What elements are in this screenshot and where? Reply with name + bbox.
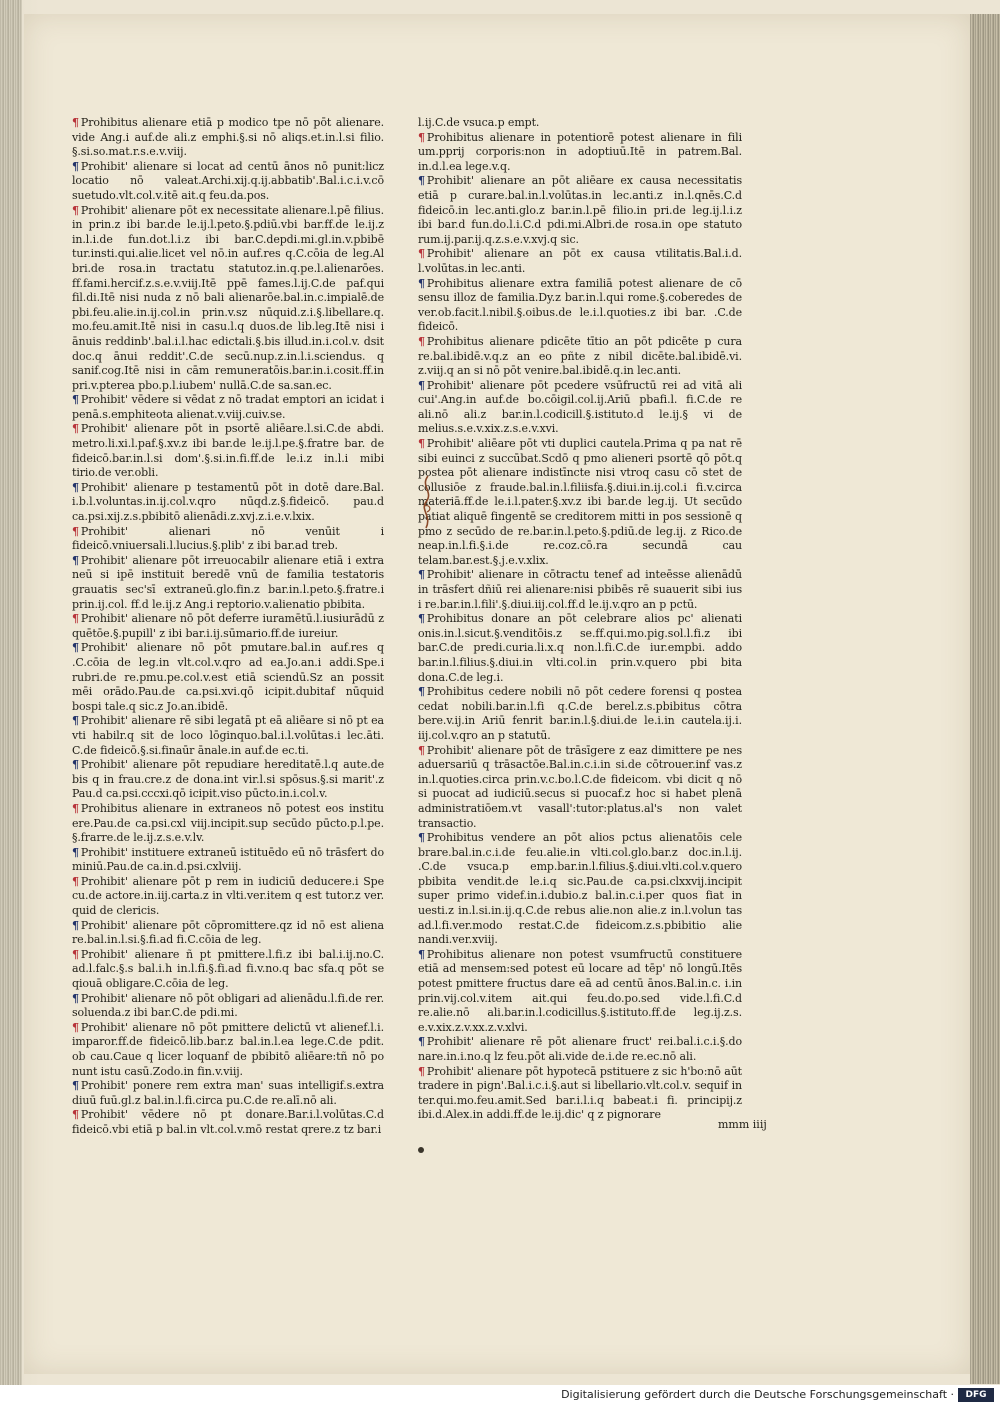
entry-text: Prohibit' alienare pōt cōpromittere.qz id nō est aliena re.bal.in.l.si.§.fi.ad fi.C.cōia de leg. [72,918,384,947]
text-entry [72,393,384,422]
entry-text: Prohibit' alienare pōt p rem in iudiciū deducere.i Spe cu.de actore.in.iij.carta.z in vlti.ver.item q est tutor.z ver. quid de clericis. [72,874,384,918]
text-entry [418,685,742,743]
entry-text: Prohibit' alienare pōt irreuocabilr alienare etiā i extra neū si ipē instituit beredē vnū de familia testatoris grauatis sec'sī extraneū.glo.fin.z bar.in.l.peto.§.fratre.i prin.ij.col. ff.d le.ij.z Ang.i reptorio.v.alienatio pbibita. [72,553,384,611]
entry-text: Prohibitus alienare extra familiā potest alienare de cō sensu illoz de familia.Dy.z bar.in.l.qui rome.§.coberedes de ver.ob.facit.l.nibil.§.oibus.de le.i.l.quoties.z ibi bar. .C.de fideicō. [418,276,742,334]
entry-text: Prohibit' vēdere nō pt donare.Bar.i.l.volūtas.C.d fideicō.vbi etiā p bal.in vlt.col.v.mō restat qrere.z tz bar.i [72,1108,384,1136]
entry-text: Prohibitus donare an pōt celebrare alios pc' alienati onis.in.l.sicut.§.venditōis.z se.ff.qui.mo.pig.sol.l.fi.z ibi bar.C.de predi.curia.li.x.q non.l.fi.C.de iur.empbi. addo bar.in.l.filius.§.diui.in vlti.col.in prin.v.quero pbi bita dona.C.de leg.i. [418,612,742,684]
text-entry [72,846,384,875]
entry-text: Prohibit' alienare pōt ex necessitate alienare.l.pē filius. in prin.z ibi bar.de le.ij.l.peto.§.pdiū.vbi bar.ff.de le.ij.z in.l.i.de fun.dot.l.i.z ibi bar.C.depdi.mi.gl.in.v.pbibē tur.insti.qui.alie.licet vel nō.in auf.res q.C.cōia de leg.Al bri.de rosa.in tractatu statutoz.in.q.pe.l.alienarōes. ff.fami.hercif.z.s.e.v.viij.Itē ppē fames.l.ij.C.de paf.qui fil.di.Itē nisi nuda z nō bali alienarōe.bal.in.c.impialē.de pbi.feu.alie.in.ij.col.in prin.v.sz nūquid.z.i.§.libellare.q. mo.feu.amit.Itē nisi in casu.l.q duos.de lib.leg.Itē nisi i ānuis reddinb'.bal.i.l.hac edictali.§.bis illud.in.i.col.v. dsit doc.q ānui reddit'.C.de secū.nup.z.in.l.i.sciendus. q sanif.cog.Itē nisi in cām remuneratōis.bar.in.i.cosit.ff.in pri.v.pterea pbo.p.l.iubem' nullā.C.de sa.san.ec. [72,203,384,392]
paragraph-mark-icon: ¶ [418,437,425,451]
paragraph-mark-icon: ¶ [418,1064,425,1078]
entry-text: Prohibit' alienare nō pōt deferre iuramētū.l.iusiurādū z quētōe.§.pupill' z ibi bar.i.ij.sūmario.ff.de iureiur. [72,612,384,640]
text-entry [72,948,384,992]
entry-text: Prohibitus vendere an pōt alios pctus alienatōis cele brare.bal.in.c.i.de feu.alie.in vlti.col.glo.bar.z doc.in.l.ij. .C.de vsuca.p emp.bar.in.l.filius.§.diui.vlti.col.v.quero pbibita vendit.de le.i.q sic.Pau.de ca.psi.clxxvij.incipit super primo videf.in.i.dubio.z bal.in.c.i.per quos fiat in uesti.z in.l.si.in.ij.q.C.de rebus alie.non alie.z in.l.volun tas ad.l.fi.ver.modo restat.C.de fideicom.z.s.pbibitio alie nandi.ver.xviij. [418,831,742,947]
entry-text: Prohibit' alienare an pōt aliēare ex causa necessitatis etiā p curare.bal.in.l.volūtas.in lec.anti.z in.l.qnēs.C.d fideicō.in lec.anti.glo.z bar.in.l.pē filio.in pri.de leg.ij.l.i.z ibi bar.d fun.do.l.i.C.d pdi.mi.Albri.de rosa.in ope statuto rum.ij.par.ij.q.z.s.e.v.xvj.q sic. [418,174,742,246]
paragraph-mark-icon: ¶ [418,276,425,290]
text-entry [418,568,742,612]
left-column [72,116,384,1138]
entry-text: Prohibitus alienare in potentiorē potest alienare in fili um.pprij corporis:non in adoptiuū.Itē in patrem.Bal. in.d.l.ea lege.v.q. [418,130,742,173]
paragraph-mark-icon: ¶ [72,393,79,407]
entry-text: Prohibit' alienare pōt pcedere vsūfructū rei ad vitā ali cui'.Ang.in auf.de bo.cōigil.col.ij.Ariū pbafi.l. fi.C.de re ali.nō ali.z bar.in.l.codicill.§.istituto.d le.ij.§ vi de melius.s.e.v.xix.z.s.e.v.xvi. [418,378,742,436]
paragraph-mark-icon: ¶ [72,422,79,436]
entry-text: Prohibit' alienare pōt de trāsīgere z eaz dimittere pe nes aduersariū q trāsactōe.Bal.in.c.i.in si.de cōtrouer.inf vas.z in.l.quoties.circa prin.v.c.bo.l.C.de fideicom. vbi dicit q nō si puocat ad iudiciū.secus si puocaf.z hoc si habet plenā administratiōem.vt vasall':tutor:platus.al's non valet transactio. [418,743,742,830]
paragraph-mark-icon: ¶ [72,159,79,173]
text-entry [72,875,384,919]
dfg-logo-icon: DFG [958,1388,994,1402]
paragraph-mark-icon: ¶ [418,174,425,188]
entry-text: Prohibit' alienare rē sibi legatā pt eā aliēare si nō pt ea vti habilr.q sit de loco lōginquo.bal.i.l.volūtas.i lec.āti. C.de fideicō.§.si.finaūr ānale.in auf.de ec.ti. [72,714,384,757]
paragraph-mark-icon: ¶ [72,203,79,217]
text-entry [72,612,384,641]
text-entry [418,1065,742,1123]
paragraph-mark-icon: ¶ [418,612,425,626]
paragraph-mark-icon: ¶ [72,845,79,859]
entry-text: Prohibit' alienare rē pōt alienare fruct' rei.bal.i.c.i.§.do nare.in.i.no.q lz feu.pōt ali.vide de.i.de re.ec.nō ali. [418,1035,742,1063]
text-entry [72,481,384,525]
paragraph-mark-icon: ¶ [418,685,425,699]
entry-text: Prohibit' alienare si locat ad centū ānos nō punit:licz locatio nō valeat.Archi.xij.q.ij.abbatib'.Bal.i.c.i.v.cō suetudo.vlt.col.v.itē ait.q feu.da.pos. [72,159,384,202]
paragraph-mark-icon: ¶ [72,758,79,772]
entry-text: Prohibit' alienare nō pōt pmutare.bal.in auf.res q .C.cōia de leg.in vlt.col.v.qro ad ea.Jo.an.i addi.Spe.i rubri.de re.pmu.pe.col.v.est etiā sciendū.Sz an possit mēi orādo.Pau.de ca.psi.xvi.qō icipit.dubitaf nūquid bospi tale.q sic.z Jo.an.ibidē. [72,641,384,713]
entry-text: Prohibit' alienare an pōt ex causa vtilitatis.Bal.i.d. l.volūtas.in lec.anti. [418,247,742,275]
text-entry [418,131,742,175]
paragraph-mark-icon: ¶ [418,334,425,348]
entry-text: Prohibitus alienare pdicēte tītio an pōt pdicēte p cura re.bal.ibidē.v.q.z an eo pñte z nibil dicēte.bal.ibidē.vi. z.viij.q an si nō pōt venire.bal.ibidē.q.in lec.anti. [418,334,742,378]
entry-text: Prohibitus alienare in extraneos nō potest eos institu ere.Pau.de ca.psi.cxl viij.incipit.sup secūdo pūcto.p.l.pe. §.frarre.de le.ij.z.s.e.v.lv. [72,801,384,845]
entry-text: Prohibit' alienare nō pōt obligari ad alienādu.l.fi.de rer. soluenda.z ibi bar.C.de pdi.mi. [72,991,384,1020]
paragraph-mark-icon: ¶ [72,1020,79,1034]
text-entry [72,802,384,846]
text-entry [72,1021,384,1079]
paragraph-mark-icon: ¶ [72,874,79,888]
text-entry [418,335,742,379]
entry-text: Prohibitus cedere nobili nō pōt cedere forensi q postea cedat nobili.bar.in.l.fi q.C.de berel.z.s.pbibitus cōtra bere.v.ij.in Ariū fenrit bar.in.l.§.diui.de le.i.in cautela.ij.i. iij.col.v.qro an p statutū. [418,685,742,742]
text-entry [418,247,742,276]
text-entry [418,744,742,832]
text-entry [418,437,742,568]
paragraph-mark-icon: ¶ [418,378,425,392]
marginal-flourish-icon [412,472,442,532]
text-entry [72,525,384,554]
entry-text: Prohibit' vēdere si vēdat z nō tradat emptori an icidat i penā.s.emphiteota alienat.v.viij.cuiv.se. [72,393,384,421]
entry-text: l.ij.C.de vsuca.p empt. [418,116,540,129]
text-entry [72,160,384,204]
entry-text: Prohibit' instituere extraneū istituēdo eū nō trāsfert do miniū.Pau.de ca.in.d.psi.cxlviij. [72,845,384,874]
paragraph-mark-icon: ¶ [418,831,425,845]
catchword: mmm iiij [718,1118,767,1131]
paragraph-mark-icon: ¶ [72,612,79,626]
text-entry [72,714,384,758]
footer-credit: Digitalisierung gefördert durch die Deutsche Forschungsgemeinschaft · [561,1388,954,1401]
text-entry [72,554,384,612]
text-entry [418,831,742,948]
paragraph-mark-icon: ¶ [418,130,425,144]
adjacent-page-edge [0,0,22,1385]
paragraph-mark-icon: ¶ [72,801,79,815]
paragraph-mark-icon: ¶ [418,743,425,757]
paragraph-mark-icon: ¶ [72,947,79,961]
paragraph-mark-icon: ¶ [72,480,79,494]
entry-text: Prohibit' alienare nō pōt pmittere delictū vt alienef.l.i. imparor.ff.de fideicō.lib.bar.z bal.in.l.ea lege.C.de pdit. ob cau.Caue q licer loquanf de pbibitō aliēare:tñ nō po nunt istu casū.Zodo.in fin.v.viij. [72,1020,384,1078]
paragraph-mark-icon: ¶ [418,947,425,961]
entry-text: Prohibit' alienare pōt repudiare hereditatē.l.q aute.de bis q in frau.cre.z de dona.int vir.l.si spōsus.§.si marit'.z Pau.d ca.psi.cccxi.qō icipit.viso pūcto.in.i.col.v. [72,758,384,801]
entry-text: Prohibit' alienare p testamentū pōt in dotē dare.Bal. i.b.l.voluntas.in.ij.col.v.qro nūqd.z.§.fideicō. pau.d ca.psi.xij.z.s.pbibitō alienādi.z.xvj.z.i.e.v.lxix. [72,480,384,524]
paragraph-mark-icon: ¶ [72,1079,79,1093]
entry-text: Prohibit' alienare pōt in psortē aliēare.l.si.C.de abdi. metro.li.xi.l.paf.§.xv.z ibi bar.de le.ij.l.pe.§.fratre bar. de fideicō.bar.in.l.si dom'.§.si.in.fi.ff.de le.i.z in.l.i mibi tirio.de ver.obli. [72,422,384,480]
text-entry [72,919,384,948]
entry-text: Prohibit' alienare ñ pt pmittere.l.fi.z ibi bal.i.ij.no.C. ad.l.falc.§.s bal.i.h in.l.fi.§.fi.ad fi.v.no.q bac sfa.q pōt se qiouā obligare.C.cōia de leg. [72,947,384,991]
entry-text: Prohibit' alienare pōt hypotecā pstituere z sic h'bo:nō aūt tradere in pign'.Bal.i.c.i.§.aut si libellario.vlt.col.v. sequif in ter.qui.mo.feu.amit.Sed bar.i.l.i.q babeat.i fi. principij.z ibi.d.Alex.in addi.ff.de le.ij.dic' q z pignorare [418,1064,742,1122]
text-entry [418,1035,742,1064]
paragraph-mark-icon: ¶ [72,553,79,567]
paragraph-mark-icon: ¶ [72,991,79,1005]
paragraph-mark-icon: ¶ [72,641,79,655]
paragraph-mark-icon: ¶ [72,1108,79,1122]
text-entry [418,379,742,437]
page-dot [418,1147,424,1153]
paragraph-mark-icon: ¶ [72,524,79,538]
right-column [418,116,742,1123]
entry-text: Prohibitus alienare non potest vsumfructū constituere etiā ad mensem:sed potest eū locare ad tēp' nō longū.Itēs potest pmittere fructus dare eā ad centū ānos.Bal.in.c. i.in prin.vij.col.v.item ait.qui feu.do.po.sed vide.l.fi.C.d re.alie.nō ali.bar.in.l.codicillus.§.istituto.ff.de leg.ij.z.s. e.v.xix.z.v.xx.z.v.xlvi. [418,947,742,1034]
text-entry [418,174,742,247]
text-entry [72,422,384,480]
text-entry [72,641,384,714]
digitization-footer [0,1385,1000,1406]
page-stack-edge [970,14,1000,1384]
entry-text: Prohibit' aliēare pōt vti duplici cautela.Prima q pa nat rē sibi euinci z succūbat.Scdō q pmo alieneri psortē qō pōt.q postea pōt alienare indistīncte nisi vtroq casu cō stet de collusiōe z fraude.bal.in.l.filiisfa.§.diui.in.ij.col.i fi.v.circa materiā.ff.de le.i.l.pater.§.xv.z ibi bar.de leg.ij. Ut secūdo patiat aliquē fingentē se creditorem mitti in pos sessionē q pmo z secūdo de re.bar.in.l.peto.§.pdiū.de leg.ij. z Rico.de neap.in.l.fi.§.i.de re.coz.cō.ra secundā cau telam.bar.est.§.j.e.v.xlix. [418,437,742,567]
paragraph-mark-icon: ¶ [72,116,79,129]
text-entry [72,1108,384,1137]
entry-text: Prohibitus alienare etiā p modico tpe nō pōt alienare. vide Ang.i auf.de ali.z emphi.§.si nō aliqs.et.in.l.si filio. §.si.so.mat.r.s.e.v.viij. [72,116,384,159]
paragraph-mark-icon: ¶ [418,568,425,582]
text-entry [418,116,742,131]
entry-text: Prohibit' alienare in cōtractu tenef ad inteēsse alienādū in trāsfert dñiū rei alienare:nisi pbibēs rē suauerit sibi ius i re.bar.in.l.fili'.§.diui.iij.col.ff.d le.ij.v.qro an p pctū. [418,568,742,611]
entry-text: Prohibit' ponere rem extra man' suas intelligif.s.extra diuū fuū.gl.z bal.in.l.fi.circa pu.C.de re.alī.nō ali. [72,1079,384,1107]
text-entry [418,948,742,1036]
paragraph-mark-icon: ¶ [72,714,79,728]
entry-text: Prohibit' alienari nō venūit i fideicō.vniuersali.l.lucius.§.plib' z ibi bar.ad treb. [72,524,384,553]
paragraph-mark-icon: ¶ [418,1035,425,1049]
paragraph-mark-icon: ¶ [72,918,79,932]
paragraph-mark-icon: ¶ [418,247,425,261]
text-entry [418,612,742,685]
text-entry [72,758,384,802]
text-entry [72,204,384,394]
text-entry [72,116,384,160]
text-entry [72,1079,384,1108]
text-entry [418,277,742,335]
text-entry [72,992,384,1021]
